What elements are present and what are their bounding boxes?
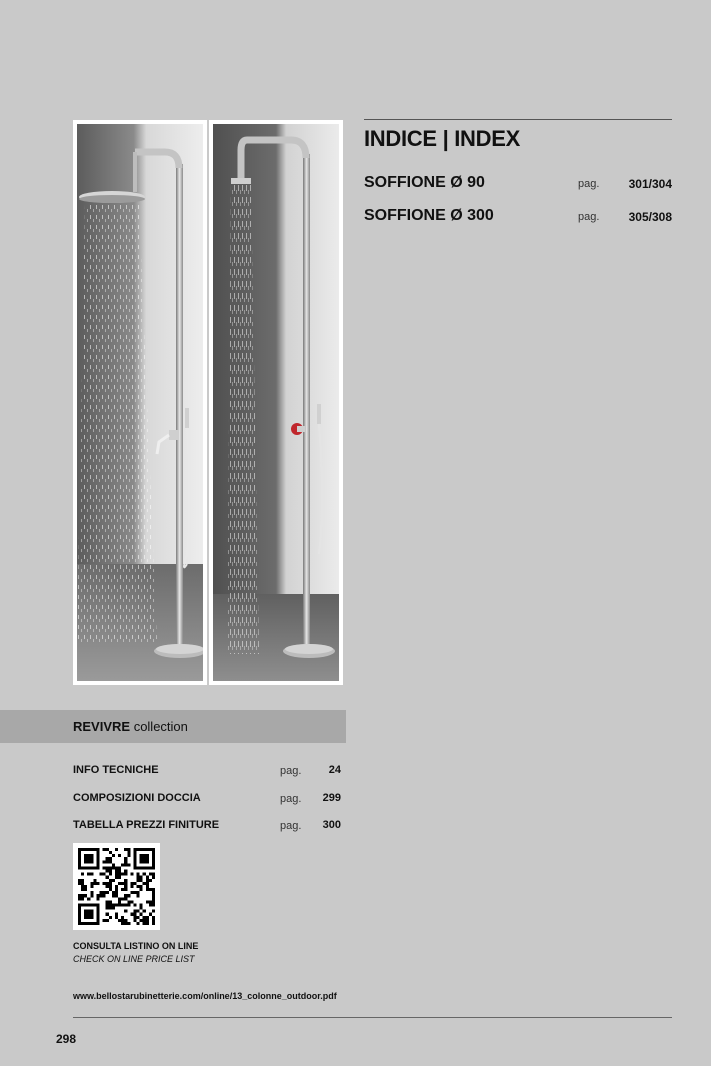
info-item-page: 300 bbox=[322, 819, 341, 831]
info-item-label: COMPOSIZIONI DOCCIA bbox=[73, 792, 201, 804]
info-item-page: 24 bbox=[328, 764, 341, 776]
footer-rule bbox=[73, 1017, 672, 1018]
info-item-pag: pag. bbox=[280, 820, 302, 832]
index-title: INDICE | INDEX bbox=[364, 126, 520, 151]
index-item[interactable] bbox=[364, 207, 672, 229]
price-list-url-link[interactable]: www.bellostarubinetterie.com/online/13_colonne_outdoor.pdf bbox=[73, 991, 337, 1001]
info-item[interactable] bbox=[73, 792, 341, 808]
qr-code-icon bbox=[78, 848, 155, 925]
index-item-range: 301/304 bbox=[628, 177, 672, 191]
index-item-pag: pag. bbox=[578, 211, 600, 223]
collection-name: REVIVRE bbox=[73, 719, 131, 734]
info-item[interactable] bbox=[73, 819, 341, 835]
shower-photo-small-head bbox=[209, 120, 343, 685]
info-item-pag: pag. bbox=[280, 793, 302, 805]
page-number: 298 bbox=[56, 1032, 77, 1046]
info-item-label: INFO TECNICHE bbox=[73, 764, 159, 776]
index-top-rule bbox=[364, 119, 672, 120]
info-item-label: TABELLA PREZZI FINITURE bbox=[73, 819, 220, 831]
index-item-name: SOFFIONE Ø 90 bbox=[364, 174, 485, 191]
index-item[interactable] bbox=[364, 174, 672, 196]
info-item-pag: pag. bbox=[280, 765, 302, 777]
index-item-name: SOFFIONE Ø 300 bbox=[364, 207, 494, 224]
collection-suffix: collection bbox=[130, 719, 188, 734]
shower-photo-large-head bbox=[73, 120, 207, 685]
consult-price-list-label: CONSULTA LISTINO ON LINE bbox=[73, 941, 199, 951]
info-item-page: 299 bbox=[322, 792, 341, 804]
index-item-range: 305/308 bbox=[628, 210, 672, 224]
shower-large-head-illustration bbox=[77, 124, 203, 681]
index-item-pag: pag. bbox=[578, 178, 600, 190]
collection-band bbox=[0, 710, 346, 743]
shower-small-head-illustration bbox=[213, 124, 339, 681]
check-price-list-label: CHECK ON LINE PRICE LIST bbox=[73, 954, 195, 964]
collection-title bbox=[73, 719, 188, 734]
qr-code[interactable] bbox=[73, 843, 160, 930]
info-item[interactable] bbox=[73, 764, 341, 780]
